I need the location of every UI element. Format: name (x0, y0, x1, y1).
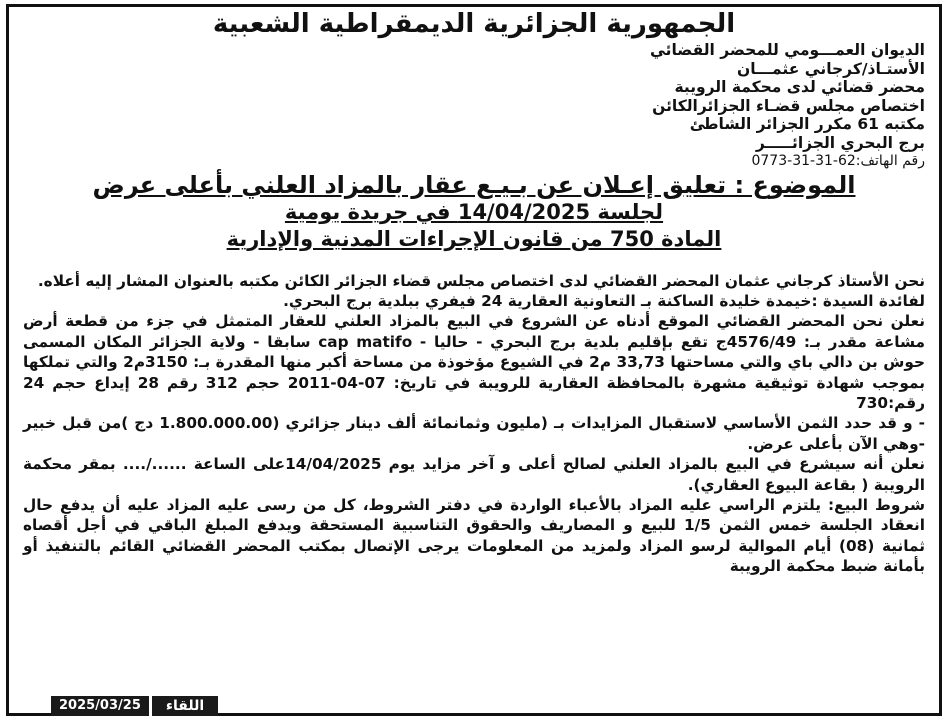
header-line-name: الأستـاذ/كرجاني عثمـــان (737, 59, 925, 78)
subject-line-3-text: المادة 750 من قانون الإجراءات المدنية والإدارية (226, 226, 722, 251)
bailiff-header (23, 41, 925, 171)
header-phone: رقم الهاتف:62-31-31-0773 (751, 153, 925, 169)
subject-line-1 (23, 172, 925, 199)
subject-line-2 (23, 199, 925, 226)
body-paragraph: نعلن أنه سيشرع في البيع بالمزاد العلني لصالح أعلى و آخر مزايد يوم 14/04/2025على الساعة ....../.... بمقر محكمة الرويبة ( بقاعة البيوع العقاري). (23, 455, 925, 494)
subject-line-2-text: لجلسة 14/04/2025 في جريدة يومية (284, 199, 664, 224)
header-line-address: مكتبه 61 مكرر الجزائر الشاطئ (689, 115, 925, 133)
body-paragraph: لفائدة السيدة :خيمدة خليدة الساكنة بـ التعاونية العقارية 24 فيفري ببلدية برج البحري. (283, 291, 925, 310)
body-paragraph: نعلن نحن المحضر القضائي الموقع أدناه عن الشروع في البيع بالمزاد العلني للعقار المتمثل في جزء من قطعة أرض مشاعة مقدر بـ: 4576/49ج تقع بإقليم بلدية برج البحري - حاليا - cap matifo سابقا - ولاية الجزائر المكان المسمى حوش بن دالي باي والتي مساحتها 33,73 م2 في الشيوع مؤخوذة من مساحة أكبر منها المقدرة بـ: 3150م2 والتي تملكها بموجب شهادة توثيقية مشهرة بالمحافظة العقارية للرويبة في تاريخ: 07-04-2011 حجم 312 رقم 28 إيداع حجم 24 رقم:730 (23, 312, 926, 412)
body-paragraph: - و قد حدد الثمن الأساسي لاستقبال المزايدات بـ (مليون وثمانمائة ألف دينار جزائري (1.800.000.00 دج )من قبل خبير -وهي الآن بأعلى عرض. (23, 414, 925, 453)
header-line-office: الديوان العمـــومي للمحضر القضائي (649, 41, 925, 59)
subject-line-3 (23, 226, 925, 253)
announcement-page (6, 4, 942, 716)
subject-line-1-text: الموضوع : تعليق إعـلان عن بـيـع عقار بالمزاد العلني بأعلى عرض (92, 170, 856, 199)
newspaper-name: اللقاء (152, 696, 218, 716)
announcement-body (23, 271, 925, 577)
subject-block (23, 172, 925, 253)
body-paragraph: نحن الأستاذ كرجاني عثمان المحضر القضائي لدى اختصاص مجلس قضاء الجزائر الكائن مكتبه بالعنوان المشار إليه أعلاه. (37, 271, 925, 290)
header-line-jurisdiction: اختصاص مجلس قضـاء الجزائرالكائن (652, 96, 925, 115)
header-line-court: محضر قضائي لدى محكمة الرويبة (674, 78, 925, 96)
header-line-city: برج البحري الجزائـــــر (755, 133, 925, 152)
publication-date: 2025/03/25 (51, 696, 152, 716)
publication-footer (51, 696, 218, 716)
republic-title: الجمهورية الجزائرية الديمقراطية الشعبية (212, 9, 736, 39)
body-paragraph: شروط البيع: يلتزم الراسي عليه المزاد بالأعباء الواردة في دفتر الشروط، كل من رسى عليه المزاد عليه أن يدفع حال انعقاد الجلسة خمس الثمن 1/5 للبيع و المصاريف والحقوق التناسبية المستحقة ويدفع المبلغ الباقي في أجل أقصاه ثمانية (08) أيام الموالية لرسو المزاد ولمزيد من المعلومات يرجى الإتصال بمكتب المحضر القضائي القائم بالتنفيذ أو بأمانة ضبط محكمة الرويبة (23, 495, 926, 576)
